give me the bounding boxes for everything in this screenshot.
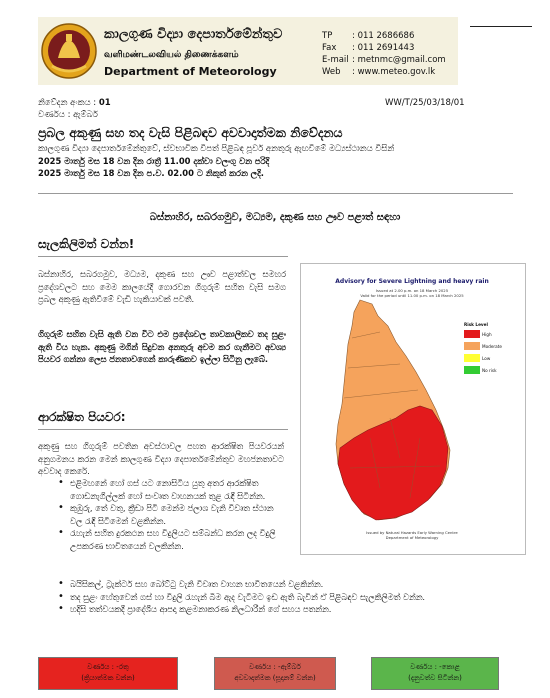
department-name-sinhala: කාලගුණ විද්‍යා දෙපාර්තමේන්තුව [104, 27, 283, 42]
notice-color: වර්ණය : ඇම්බර් [38, 110, 98, 120]
map-footer-line: Issued by Natural Hazards Early Warning Centre [366, 530, 458, 535]
color-key-title: වර්ණය : -කොළ [410, 663, 460, 671]
contact-label: E-mail [322, 55, 349, 65]
contact-label: Web [322, 67, 341, 77]
legend-swatch [464, 366, 480, 374]
legend-swatch [464, 342, 480, 350]
color-key-action: අවවාදාත්මක (සූදානම් වන්න) [234, 674, 316, 682]
list-item: • බයිසිකල්, ට්‍රැක්ටර් සහ බෝට්ටු වැනි විවෘත වාහන භාවිතයෙන් වළකින්න. [58, 578, 528, 591]
list-item: • තද සුළං හේතුවෙන් ගස් හා විදුලි රැහැන් බිම ඇද වැටීමට ඉඩ ඇති බැවින් ඒ පිළිබඳව සැලකිලිමත් වන්න. [58, 591, 528, 604]
map-legend [464, 322, 502, 378]
sri-lanka-map-icon [330, 298, 470, 530]
legend-item [464, 366, 502, 374]
measures-intro: අකුණු සහ ගිගුරුම් පවතින අවස්ථාවල පහත ආරක්ෂිත පියවරයන් අනුගමනය කරන මෙන් කාලගුණ විද්‍යා දෙපාර්තමේන්තුව මහජනතාවට අවවාද කෙරේ. [38, 441, 284, 476]
issued-line: 2025 මාර්තු මස 18 වන දින රාත්‍රී 11.00 දක්වා වලංගු වන පරිදි [38, 155, 270, 166]
reference-number: WW/T/25/03/18/01 [385, 98, 465, 108]
header-rule [470, 26, 532, 27]
legend-item [464, 354, 502, 362]
caution-heading: සැලකිලිමත් වන්න! [38, 237, 135, 251]
measures-list [58, 477, 288, 552]
color-key-title: වර්ණය : -ඇම්බර් [249, 663, 301, 671]
color-key-red [38, 657, 178, 690]
page-title: ප්‍රබල අකුණු සහ තද වැසි පිළිබඳව අවවාදාත්මක නිවේදනය [38, 125, 343, 140]
legend-label: Moderate [482, 343, 502, 349]
notice-number-value: 01 [98, 98, 111, 108]
list-item: • කුඹුරු, තේ වතු, ක්‍රීඩා පිටි මෙන්ම ජලාශ වැනි විවෘත ස්ථාන වල රැඳී සිටීමෙන් වළකින්න. [58, 502, 288, 527]
legend-label: High [482, 331, 492, 337]
divider [38, 429, 288, 430]
issued-line: 2025 මාර්තු මස 18 වන දින ප.ව. 02.00 ට නිකුත් කරන ලදි. [38, 168, 264, 178]
legend-item [464, 330, 502, 338]
contact-value[interactable]: : www.meteo.gov.lk [352, 67, 436, 77]
divider [38, 193, 513, 194]
color-key-green [371, 657, 499, 690]
measures-list-wide [58, 578, 528, 616]
contact-row [322, 42, 446, 54]
contact-value[interactable]: : metnmc@gmail.com [352, 55, 446, 65]
issued-line: කාලගුණ විද්‍යා දෙපාර්තමේන්තුවේ, ස්වභාවික විපත් පිළිබඳ පූර්ව අනතුරු ඇඟවීමේ මධ්‍යස්ථානය විසින් [38, 143, 395, 153]
contact-row [322, 54, 446, 66]
sri-lanka-emblem-icon [40, 22, 98, 80]
map-valid-period: Valid for the period until 11.00 p.m. on 18 March 2025 [360, 293, 464, 298]
contact-row [322, 66, 446, 78]
measures-heading: ආරක්ෂිත පියවර: [38, 410, 126, 424]
department-name-english: Department of Meteorology [104, 65, 277, 78]
legend-label: Low [482, 355, 491, 361]
notice-number-label: නිවේදන අංකය : [38, 98, 99, 108]
contact-label: TP [322, 31, 333, 41]
legend-title: Risk Level [464, 322, 488, 327]
map-footer-line: Department of Meteorology [385, 535, 439, 540]
legend-swatch [464, 354, 480, 362]
contact-block [322, 30, 446, 78]
contact-label: Fax [322, 43, 337, 53]
legend-item [464, 342, 502, 350]
color-key-action: (ක්‍රියාත්මක වන්න) [81, 674, 135, 682]
map-issued-time: Issued at 2.00 p.m. on 18 March 2025 [375, 288, 449, 293]
list-item: • රැහැන් සහිත දුරකථන සහ විදුලියට සම්බන්ධ කරන ලද විදුලි උපකරණ භාවිතයෙන් වලකින්න. [58, 527, 288, 552]
contact-value: : 011 2691443 [352, 43, 415, 53]
affected-regions: බස්නාහිර, සබරගමුව, මධ්‍යම, දකුණ සහ ඌව පළාත් සඳහා [149, 212, 401, 223]
color-key-title: වර්ණය : -රතු [87, 663, 129, 671]
color-key-amber [214, 657, 336, 690]
list-item: • එළිමහනේ හෝ ගස් යට නොසිටිය යුතු අතර ආරක්ෂිත ගොඩනැගිල්ලක් හෝ සංවෘත වාහනයක් තුළ රැඳී සිටින්න. [58, 477, 288, 502]
contact-row [322, 30, 446, 42]
caution-paragraph: බස්නාහිර, සබරගමුව, මධ්‍යම, දකුණ සහ ඌව පළාත්වල සමහර ප්‍රදේශවලට සහ මෙම කාලයේදී ගොරවන ගිගුරුම් සහිත වැසි සමග ප්‍රබල අකුණු ඇතිවීමේ වැඩි හැකියාවක් පවතී. [38, 269, 286, 304]
department-name-tamil: வளிமண்டலவியல் திணைக்களம் [104, 50, 239, 60]
list-item: • හදිසි තත්වයකදී ප්‍රාදේශීය ආපදා කළමනාකරණ නිලධාරීන් ගේ සහය පතන්න. [58, 603, 528, 616]
divider [38, 256, 288, 257]
contact-value: : 011 2686686 [352, 31, 415, 41]
color-key-action: (දැනුවත්ව සිටින්න) [408, 674, 462, 682]
map-footer [300, 530, 524, 540]
caution-paragraph: ගිගුරුම් සහිත වැසි ඇති වන විට එම ප්‍රදේශවල තාවකාලිකව තද සුළං ඇති විය හැක. අකුණු මගින් සිදුවන අනතුරු අවම කර ගැනීමට අවශ්‍ය පියවර ගන්නා ලෙස ජනතාවගෙන් කාරුණිකව ඉල්ලා සිටිනු ලැබේ. [38, 329, 286, 364]
map-title: Advisory for Severe Lightning and heavy rain [335, 278, 489, 285]
legend-swatch [464, 330, 480, 338]
legend-label: No risk [482, 367, 497, 373]
issued-statement [38, 142, 518, 180]
notice-number [38, 98, 111, 108]
